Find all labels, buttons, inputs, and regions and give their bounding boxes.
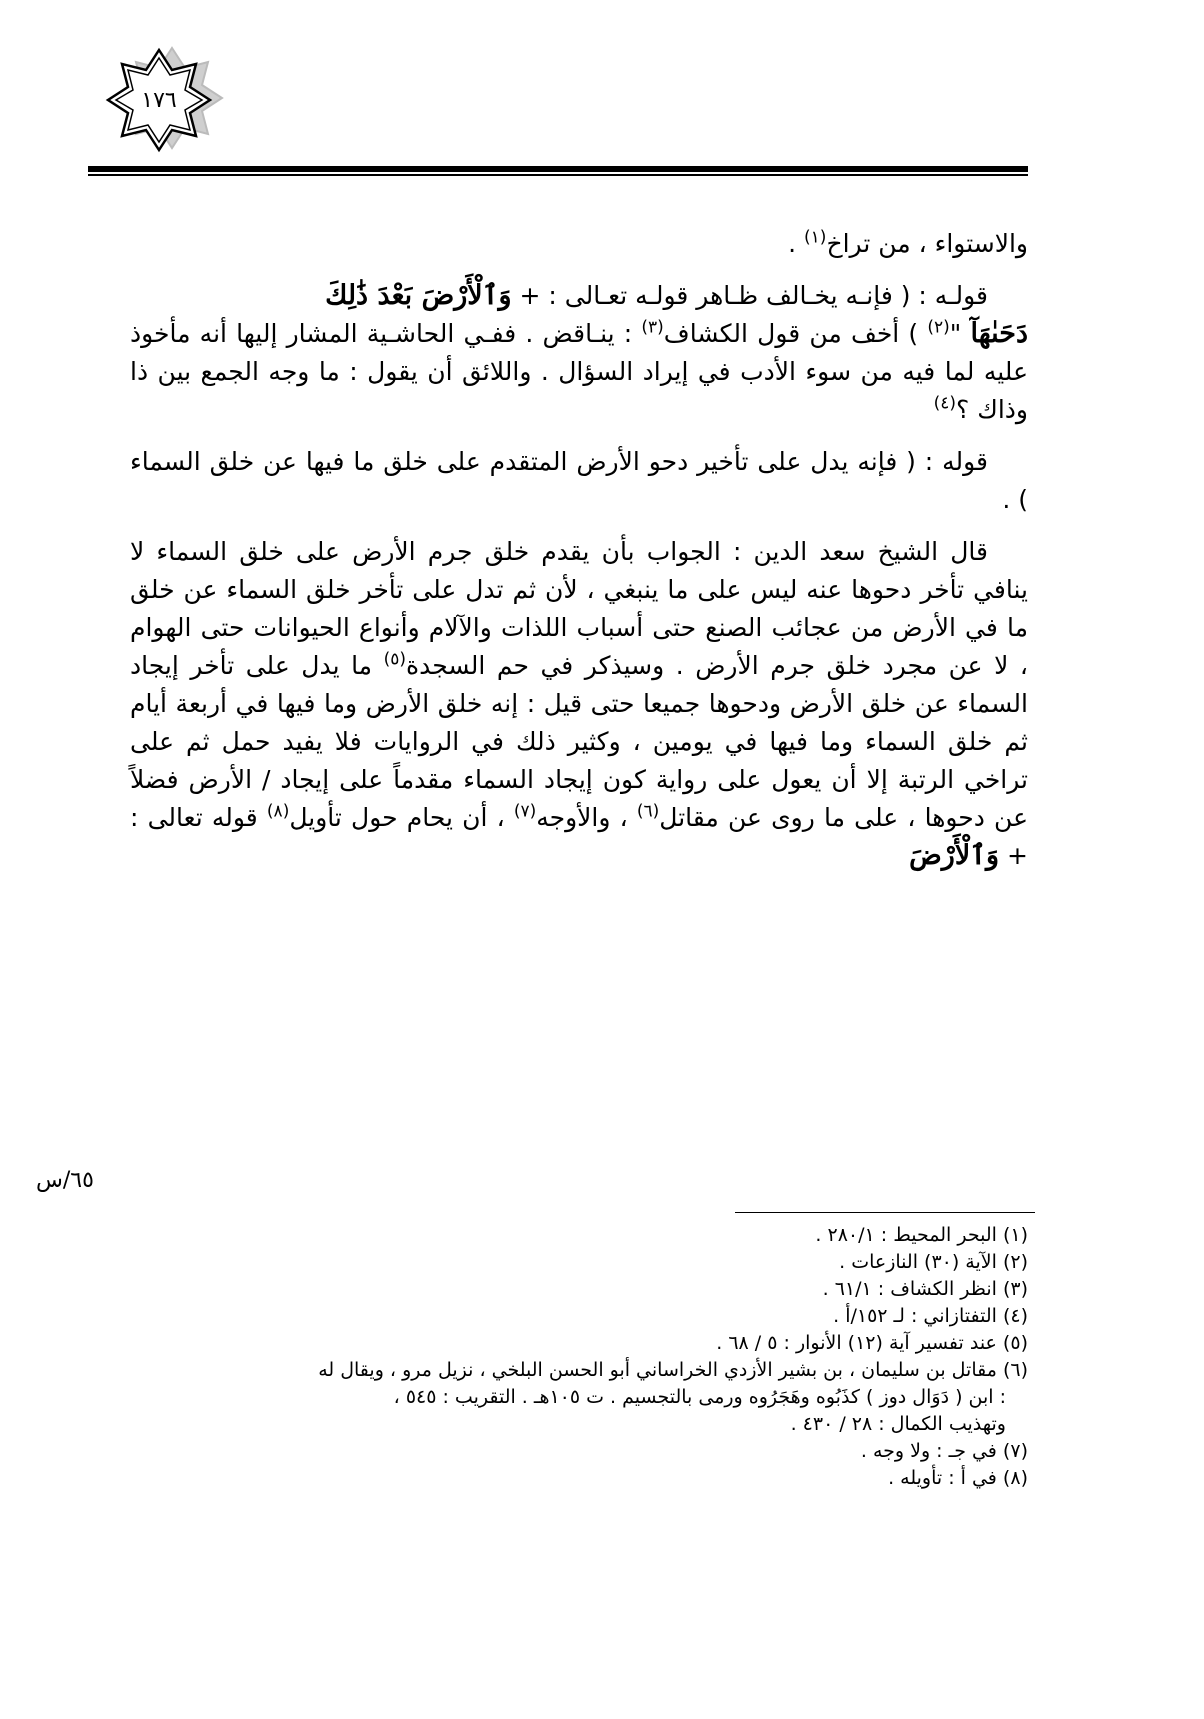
footnote-ref-7[interactable]: (٧) — [513, 801, 537, 822]
footnote-5: (٥) عند تفسير آية (١٢) الأنوار : ٥ / ٦٨ . — [716, 1332, 1028, 1354]
footnote-4: (٤) التفتازاني : لـ ١٥٢/أ . — [833, 1305, 1028, 1327]
footnote-6: (٦) مقاتل بن سليمان ، بن بشير الأزدي الخراساني أبو الحسن البلخي ، نزيل مرو ، ويقال له — [318, 1359, 1028, 1381]
footnote-6-continued: : ابن ( دَوَال دوز ) كذَبُوه وهَجَرُوه ورمى بالتجسيم . ت ١٠٥هـ . التقريب : ٥٤٥ ، — [393, 1386, 1006, 1408]
footnote-separator — [735, 1212, 1035, 1213]
paragraph-4: قوله : ( فإنه يدل على تأخير دحو الأرض المتقدم على خلق ما فيها عن خلق السماء ) . — [130, 447, 1028, 514]
footnote-8: (٨) في أ : تأويله . — [888, 1467, 1028, 1489]
paragraph-5: قال الشيخ سعد الدين : الجواب بأن يقدم خلق جرم الأرض على خلق السماء لا ينافي تأخر دحوها عنه ليس على ما ينبغي ، لأن ثم تدل على تأخر خلق السماء عن خلق ما في الأرض من عجائب الصنع حتى أسباب اللذات والآلام وأنواع الحيوانات حتى الهوام ، لا عن مجرد خلق جرم الأرض . وسيذكر في حم السجدة$^{(٥)}$ ما يدل على تأخر إيجاد السماء عن خلق الأرض ودحوها جميعا حتى قيل : إنه خلق الأرض وما فيها في أربعة أيام ثم خلق السماء وما فيها في يومين ، وكثير ذلك في الروايات فلا يفيد حمل ثم على تراخي الرتبة إلا أن يعول على رواية كون إيجاد السماء مقدماً على إيجاد / الأرض فضلاً عن دحوها ، على ما روى عن مقاتل$^{(٦)}$ ، والأوجه$^{(٧)}$ ، أن يحام حول تأويل$^{(٨)}$ قوله تعالى : + وَٱلْأَرْضَ — [130, 537, 1028, 871]
paragraph-1: والاستواء ، من تراخ$^{(١)}$ . — [788, 227, 1028, 258]
footnote-2: (٢) الآية (٣٠) النازعات . — [839, 1251, 1028, 1273]
manuscript-folio-note: ٦٥/س — [36, 1168, 94, 1193]
footnote-ref-1[interactable]: (١) — [804, 227, 827, 248]
footnote-ref-5[interactable]: (٥) — [383, 649, 407, 670]
quran-verse: وَٱلْأَرْضَ بَعْدَ ذَٰلِكَ — [325, 280, 512, 311]
paragraph-3: دَحَىٰهَآ "$^{(٢)}$ ) أخف من قول الكشاف$^{(٣)}$ : ينـاقض . ففـي الحاشـية المشار إليها أنه مأخوذ عليه لما فيه من سوء الأدب في إيراد السؤال . واللائق أن يقول : ما وجه الجمع بين ذا وذاك ؟$^{(٤)}$ — [130, 317, 1029, 424]
page-number-badge — [100, 40, 240, 180]
footnote-7: (٧) في جـ : ولا وجه . — [860, 1440, 1028, 1462]
quran-verse: وَٱلْأَرْضَ — [909, 840, 1000, 871]
footnote-ref-8[interactable]: (٨) — [266, 801, 290, 822]
quran-verse: دَحَىٰهَآ — [970, 318, 1029, 349]
footnote-ref-4[interactable]: (٤) — [933, 393, 957, 414]
footnote-ref-3[interactable]: (٣) — [641, 317, 664, 338]
footnote-6-continued: وتهذيب الكمال : ٢٨ / ٤٣٠ . — [790, 1413, 1006, 1435]
header-rule-thin — [88, 174, 1028, 176]
header-rule — [88, 166, 1028, 172]
footnote-ref-6[interactable]: (٦) — [636, 801, 660, 822]
footnote-3: (٣) انظر الكشاف : ٦١/١ . — [822, 1278, 1028, 1300]
footnote-ref-2[interactable]: (٢) — [927, 317, 950, 338]
footnotes — [200, 1222, 1028, 1492]
page-number: ١٧٦ — [141, 88, 177, 113]
main-text — [130, 225, 1028, 889]
footnote-1: (١) البحر المحيط : ٢٨٠/١ . — [815, 1224, 1028, 1246]
paragraph-2: قولـه : ( فإنـه يخـالف ظـاهر قولـه تعـالى : + وَٱلْأَرْضَ بَعْدَ ذَٰلِكَ — [325, 280, 988, 311]
